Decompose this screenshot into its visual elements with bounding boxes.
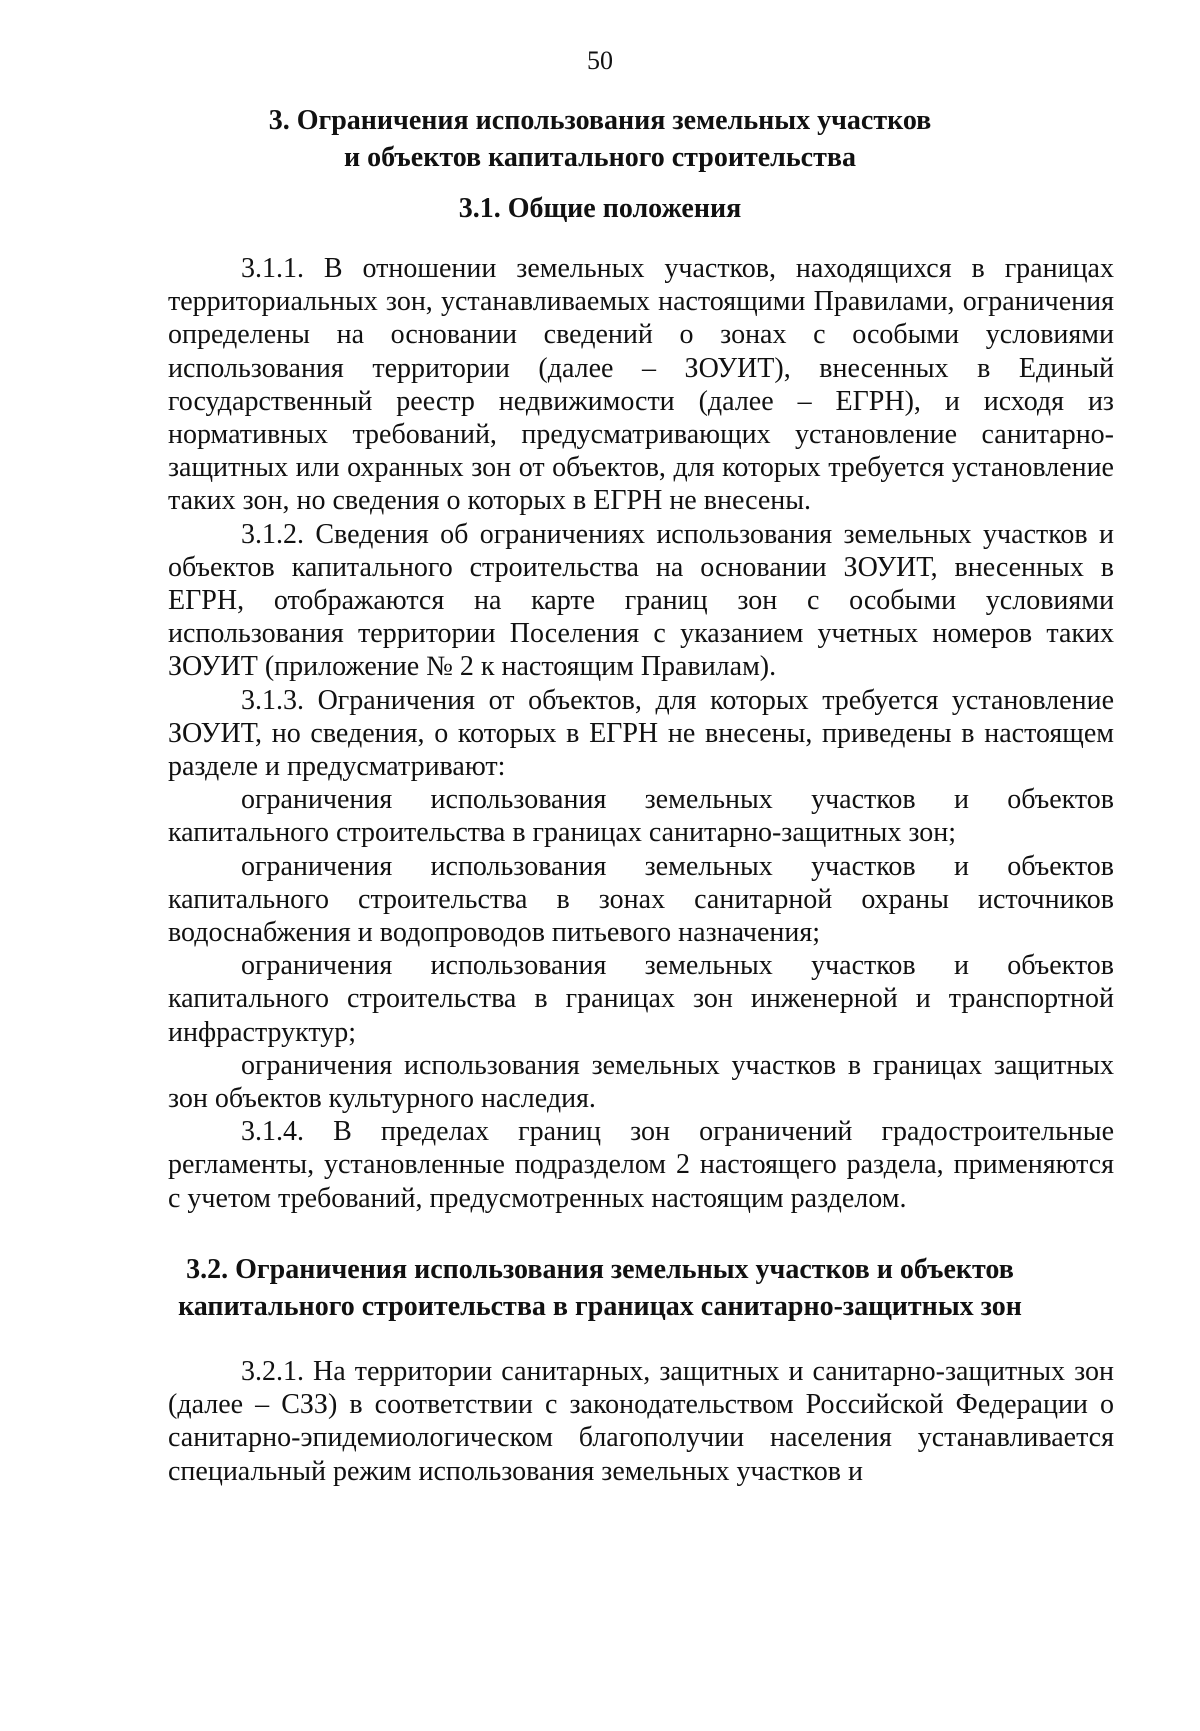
section-3-1-heading — [150, 190, 1050, 227]
section-3-2-heading — [120, 1251, 1080, 1325]
section-3-2-body — [168, 1355, 1114, 1488]
section-3-1-title: 3.1. Общие положения — [458, 193, 742, 224]
section-3-title-line-2: и объектов капитального строительства — [344, 142, 856, 173]
paragraph-3-1-2: 3.1.2. Сведения об ограничениях использования земельных участков и объектов капитального строительства на основании ЗОУИТ, внесенных в ЕГРН, отображаются на карте границ зон с особыми условиями использования территории Поселения с указанием учетных номеров таких ЗОУИТ (приложение № 2 к настоящим Правилам). — [168, 518, 1114, 683]
section-3-title-line-1: 3. Ограничения использования земельных участков — [268, 105, 932, 136]
section-3-2-title-line-2: капитального строительства в границах санитарно-защитных зон — [178, 1291, 1022, 1322]
paragraph-3-1-4: 3.1.4. В пределах границ зон ограничений градостроительные регламенты, установленные подразделом 2 настоящего раздела, применяются с учетом требований, предусмотренных настоящим разделом. — [168, 1116, 1114, 1214]
paragraph-3-1-1: 3.1.1. В отношении земельных участков, находящихся в границах территориальных зон, устанавливаемых настоящими Правилами, ограничения определены на основании сведений о зонах с особыми условиями использования территории (далее – ЗОУИТ), внесенных в Единый государственный реестр недвижимости (далее – ЕГРН), и исходя из нормативных требований, предусматривающих установление санитарно-защитных или охранных зон от объектов, для которых требуется установление таких зон, но сведения о которых в ЕГРН не внесены. — [168, 253, 1114, 517]
list-item-sanitary-zones: ограничения использования земельных участков и объектов капитального строительства в границах санитарно-защитных зон; — [168, 784, 1114, 849]
paragraph-3-1-3: 3.1.3. Ограничения от объектов, для которых требуется установление ЗОУИТ, но сведения, о которых в ЕГРН не внесены, приведены в настоящем разделе и предусматривают: — [168, 684, 1114, 783]
page-number: 50 — [587, 46, 613, 75]
section-3-heading — [150, 102, 1050, 176]
section-3-1-body — [168, 252, 1114, 1215]
list-item-infrastructure: ограничения использования земельных участков и объектов капитального строительства в границах зон инженерной и транспортной инфраструктур; — [168, 950, 1114, 1048]
list-item-water-protection: ограничения использования земельных участков и объектов капитального строительства в зонах санитарной охраны источников водоснабжения и водопроводов питьевого назначения; — [168, 850, 1114, 949]
section-3-2-title-line-1: 3.2. Ограничения использования земельных участков и объектов — [186, 1254, 1014, 1285]
paragraph-3-2-1: 3.2.1. На территории санитарных, защитных и санитарно-защитных зон (далее – СЗЗ) в соответствии с законодательством Российской Федерации о санитарно-эпидемиологическом благополучии населения устанавливается специальный режим использования земельных участков и — [168, 1356, 1114, 1487]
list-item-cultural-heritage: ограничения использования земельных участков в границах защитных зон объектов культурного наследия. — [168, 1049, 1114, 1115]
